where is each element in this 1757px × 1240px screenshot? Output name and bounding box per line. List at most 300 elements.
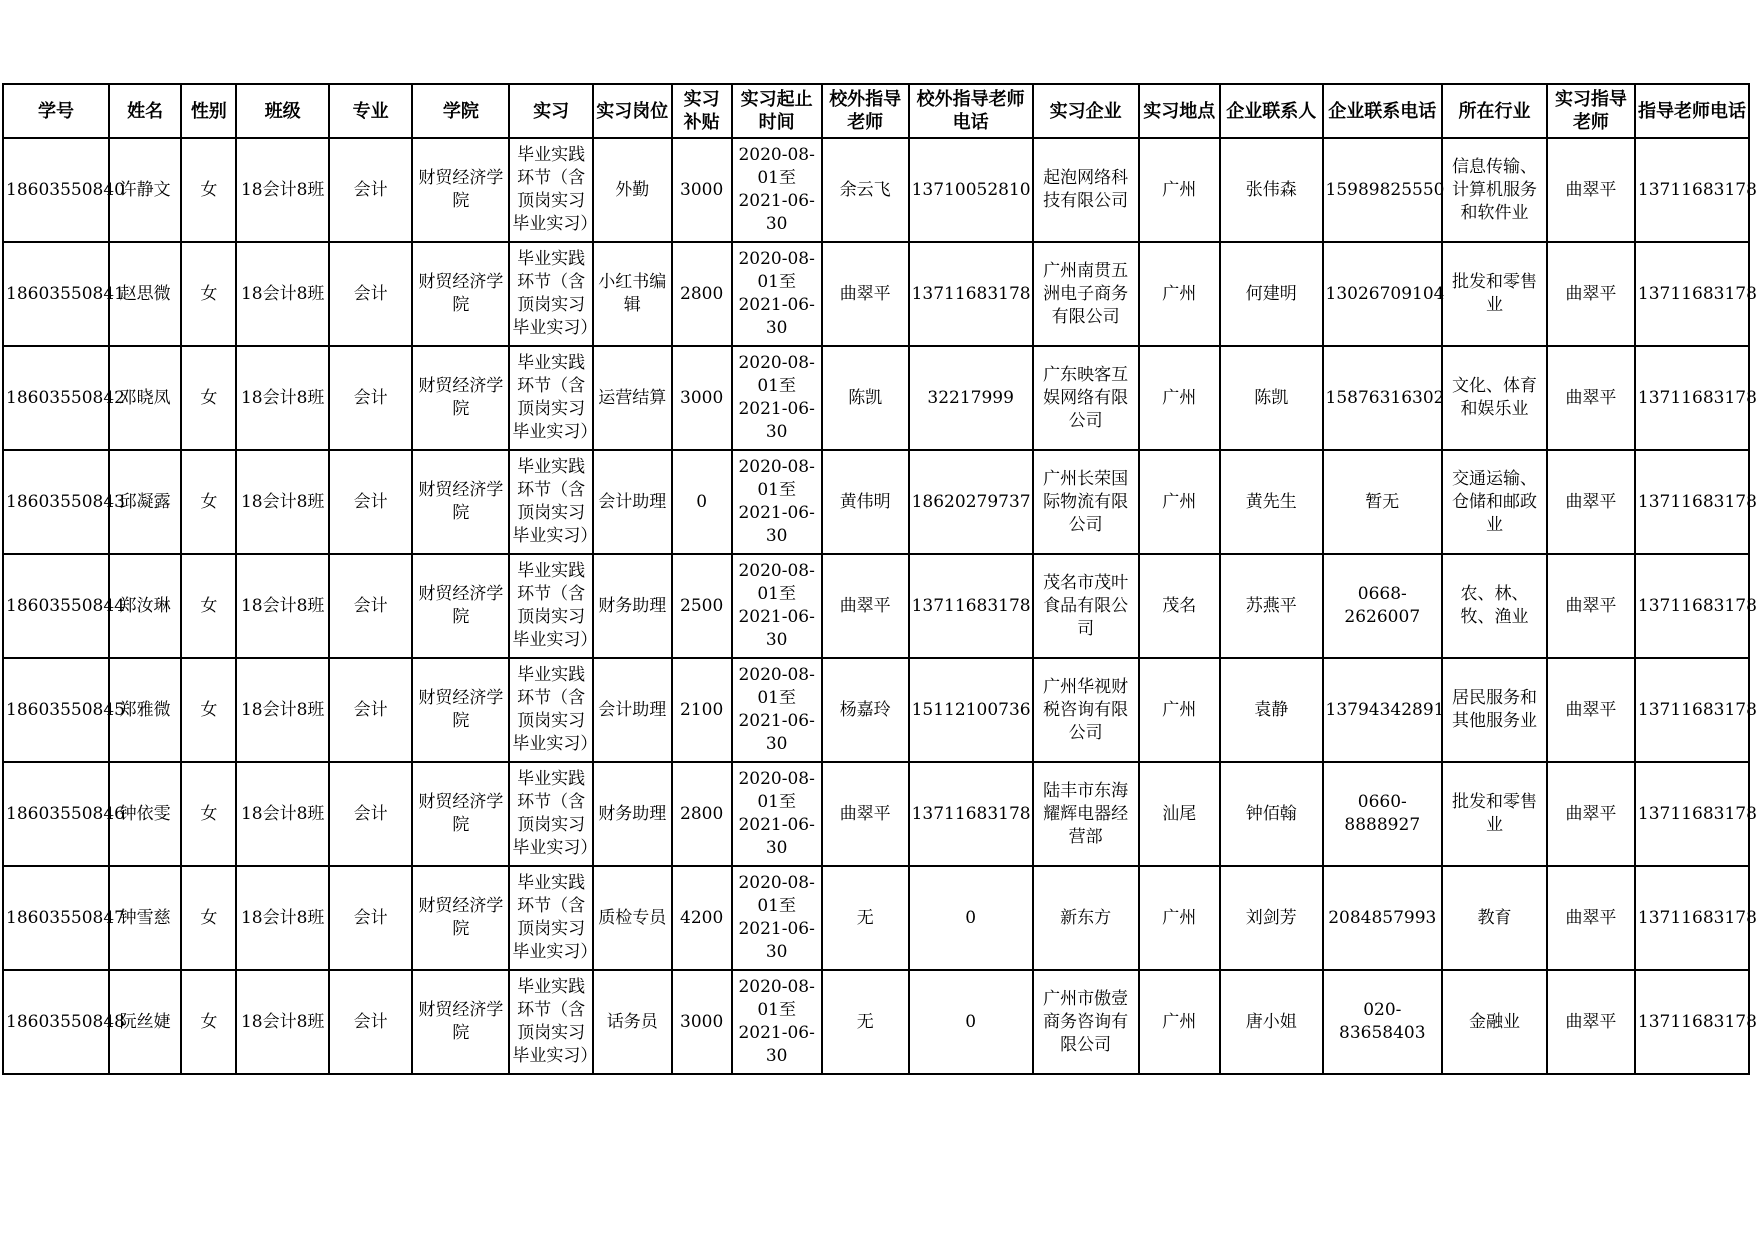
header-company: 实习企业	[1033, 84, 1139, 138]
external-mentor-cell	[822, 450, 909, 554]
name-cell	[109, 242, 181, 346]
industry-cell	[1442, 346, 1547, 450]
period-cell-text: 2020-08-01至2021-06-30	[738, 873, 815, 962]
industry-cell	[1442, 138, 1547, 242]
name-cell	[109, 346, 181, 450]
name-cell-text: 邓晓凤	[119, 387, 171, 408]
gender-cell	[181, 866, 236, 970]
mentor-phone-cell-text: 13711683178	[1637, 1011, 1757, 1032]
gender-cell-text: 女	[200, 491, 218, 512]
company-phone-cell	[1323, 658, 1443, 762]
internship-cell	[509, 970, 598, 1074]
gender-cell	[181, 450, 236, 554]
company-phone-cell	[1323, 450, 1443, 554]
college-cell	[412, 866, 509, 970]
gender-cell	[181, 346, 236, 450]
industry-cell	[1442, 658, 1547, 762]
company-phone-cell	[1323, 762, 1443, 866]
student-id-cell	[3, 970, 125, 1074]
name-cell-text: 许静文	[119, 179, 171, 200]
mentor-cell-text: 曲翠平	[1565, 699, 1617, 720]
industry-cell-text: 交通运输、仓储和邮政业	[1452, 468, 1537, 535]
company-cell	[1033, 970, 1139, 1074]
position-cell-text: 话务员	[606, 1011, 658, 1032]
mentor-phone-cell-text: 13711683178	[1637, 491, 1757, 512]
header-external-mentor: 校外指导老师	[822, 84, 909, 138]
internship-table	[2, 83, 1757, 1075]
mentor-phone-cell	[1635, 138, 1757, 242]
period-cell	[732, 450, 822, 554]
mentor-phone-cell	[1635, 450, 1757, 554]
period-cell	[732, 138, 822, 242]
name-cell	[109, 138, 181, 242]
college-cell	[412, 554, 509, 658]
subsidy-cell	[672, 346, 732, 450]
internship-cell-text: 毕业实践环节（含顶岗实习毕业实习）	[512, 561, 598, 650]
internship-cell	[509, 866, 598, 970]
subsidy-cell-text: 3000	[680, 1011, 724, 1032]
location-cell-text: 广州	[1162, 387, 1197, 408]
company-cell	[1033, 346, 1139, 450]
internship-cell-text: 毕业实践环节（含顶岗实习毕业实习）	[512, 353, 598, 442]
external-mentor-cell	[822, 866, 909, 970]
subsidy-cell	[672, 970, 732, 1074]
external-mentor-cell	[822, 762, 909, 866]
class-cell	[236, 138, 328, 242]
external-mentor-phone-cell-text: 13711683178	[911, 283, 1031, 304]
class-cell-text: 18会计8班	[240, 595, 325, 616]
company-cell-text: 起泡网络科技有限公司	[1043, 168, 1129, 211]
table-row	[3, 658, 1749, 762]
mentor-cell	[1547, 138, 1635, 242]
external-mentor-cell-text: 余云飞	[839, 179, 891, 200]
table-row	[3, 762, 1749, 866]
position-cell-text: 质检专员	[598, 907, 667, 928]
company-phone-cell-text: 2084857993	[1328, 907, 1437, 928]
major-cell-text: 会计	[353, 595, 388, 616]
mentor-cell	[1547, 554, 1635, 658]
mentor-cell	[1547, 970, 1635, 1074]
company-cell	[1033, 866, 1139, 970]
period-cell	[732, 970, 822, 1074]
name-cell-text: 钟雪慈	[119, 907, 171, 928]
location-cell	[1139, 554, 1220, 658]
external-mentor-cell-text: 曲翠平	[839, 283, 891, 304]
industry-cell	[1442, 242, 1547, 346]
college-cell-text: 财贸经济学院	[418, 272, 504, 315]
header-company-contact: 企业联系人	[1220, 84, 1323, 138]
college-cell-text: 财贸经济学院	[418, 480, 504, 523]
internship-cell	[509, 450, 598, 554]
company-contact-cell	[1220, 762, 1323, 866]
location-cell-text: 广州	[1162, 283, 1197, 304]
internship-cell	[509, 762, 598, 866]
mentor-cell-text: 曲翠平	[1565, 595, 1617, 616]
company-cell	[1033, 762, 1139, 866]
position-cell	[593, 242, 672, 346]
industry-cell-text: 文化、体育和娱乐业	[1452, 376, 1537, 419]
external-mentor-phone-cell-text: 15112100736	[911, 699, 1031, 720]
student-id-cell	[3, 866, 125, 970]
external-mentor-cell-text: 杨嘉玲	[839, 699, 891, 720]
gender-cell-text: 女	[200, 387, 218, 408]
header-position: 实习岗位	[593, 84, 672, 138]
gender-cell	[181, 138, 236, 242]
header-student-id: 学号	[3, 84, 109, 138]
company-cell-text: 广州华视财税咨询有限公司	[1043, 676, 1129, 743]
student-id-cell-text: 18603550848	[6, 1011, 125, 1032]
external-mentor-phone-cell	[909, 346, 1033, 450]
table-header	[3, 84, 1749, 138]
mentor-phone-cell	[1635, 242, 1757, 346]
location-cell-text: 广州	[1162, 179, 1197, 200]
header-name: 姓名	[109, 84, 181, 138]
name-cell-text: 阮丝婕	[119, 1011, 171, 1032]
college-cell-text: 财贸经济学院	[418, 792, 504, 835]
external-mentor-phone-cell	[909, 554, 1033, 658]
external-mentor-cell	[822, 658, 909, 762]
period-cell-text: 2020-08-01至2021-06-30	[738, 977, 815, 1066]
header-row	[3, 84, 1749, 138]
company-contact-cell	[1220, 658, 1323, 762]
major-cell	[329, 762, 412, 866]
period-cell	[732, 346, 822, 450]
mentor-phone-cell-text: 13711683178	[1637, 179, 1757, 200]
student-id-cell-text: 18603550843	[6, 491, 125, 512]
company-contact-cell-text: 黄先生	[1245, 491, 1297, 512]
name-cell	[109, 762, 181, 866]
internship-cell-text: 毕业实践环节（含顶岗实习毕业实习）	[512, 977, 598, 1066]
period-cell-text: 2020-08-01至2021-06-30	[738, 249, 815, 338]
company-cell-text: 广东映客互娱网络有限公司	[1043, 364, 1129, 431]
period-cell-text: 2020-08-01至2021-06-30	[738, 561, 815, 650]
company-contact-cell-text: 袁静	[1254, 699, 1289, 720]
header-mentor-phone: 指导老师电话	[1635, 84, 1749, 138]
table-row	[3, 450, 1749, 554]
student-id-cell	[3, 762, 125, 866]
class-cell-text: 18会计8班	[240, 803, 325, 824]
internship-cell	[509, 658, 598, 762]
mentor-cell	[1547, 658, 1635, 762]
external-mentor-phone-cell-text: 13711683178	[911, 595, 1031, 616]
mentor-phone-cell-text: 13711683178	[1637, 387, 1757, 408]
table-body	[3, 138, 1757, 1074]
header-mentor: 实习指导老师	[1547, 84, 1635, 138]
subsidy-cell	[672, 450, 732, 554]
industry-cell-text: 居民服务和其他服务业	[1452, 688, 1537, 731]
major-cell-text: 会计	[353, 283, 388, 304]
header-industry: 所在行业	[1442, 84, 1547, 138]
company-phone-cell	[1323, 970, 1443, 1074]
industry-cell-text: 农、林、牧、渔业	[1460, 584, 1529, 627]
company-contact-cell-text: 唐小姐	[1245, 1011, 1297, 1032]
industry-cell	[1442, 866, 1547, 970]
college-cell	[412, 762, 509, 866]
header-company-phone: 企业联系电话	[1323, 84, 1443, 138]
class-cell-text: 18会计8班	[240, 491, 325, 512]
student-id-cell	[3, 658, 125, 762]
position-cell-text: 小红书编辑	[598, 272, 667, 315]
company-phone-cell	[1323, 138, 1443, 242]
mentor-cell-text: 曲翠平	[1565, 179, 1617, 200]
class-cell	[236, 242, 328, 346]
company-cell-text: 陆丰市东海耀辉电器经营部	[1043, 780, 1129, 847]
mentor-cell	[1547, 242, 1635, 346]
location-cell	[1139, 970, 1220, 1074]
position-cell	[593, 762, 672, 866]
period-cell	[732, 242, 822, 346]
major-cell	[329, 346, 412, 450]
location-cell	[1139, 346, 1220, 450]
location-cell-text: 茂名	[1162, 595, 1197, 616]
external-mentor-phone-cell	[909, 970, 1033, 1074]
location-cell	[1139, 866, 1220, 970]
industry-cell-text: 信息传输、计算机服务和软件业	[1452, 156, 1537, 223]
company-cell	[1033, 242, 1139, 346]
gender-cell	[181, 970, 236, 1074]
period-cell	[732, 658, 822, 762]
period-cell-text: 2020-08-01至2021-06-30	[738, 769, 815, 858]
company-cell	[1033, 450, 1139, 554]
class-cell	[236, 658, 328, 762]
external-mentor-cell	[822, 346, 909, 450]
mentor-cell	[1547, 762, 1635, 866]
external-mentor-cell	[822, 970, 909, 1074]
header-class: 班级	[236, 84, 328, 138]
internship-cell-text: 毕业实践环节（含顶岗实习毕业实习）	[512, 873, 598, 962]
subsidy-cell-text: 2100	[680, 699, 724, 720]
mentor-phone-cell-text: 13711683178	[1637, 283, 1757, 304]
position-cell	[593, 450, 672, 554]
internship-cell	[509, 554, 598, 658]
student-id-cell-text: 18603550846	[6, 803, 125, 824]
external-mentor-phone-cell	[909, 242, 1033, 346]
header-major: 专业	[329, 84, 412, 138]
student-id-cell	[3, 450, 125, 554]
major-cell	[329, 138, 412, 242]
mentor-cell-text: 曲翠平	[1565, 283, 1617, 304]
mentor-cell	[1547, 450, 1635, 554]
company-contact-cell	[1220, 866, 1323, 970]
external-mentor-cell	[822, 138, 909, 242]
student-id-cell	[3, 346, 125, 450]
internship-cell-text: 毕业实践环节（含顶岗实习毕业实习）	[512, 249, 598, 338]
header-period: 实习起止时间	[732, 84, 822, 138]
location-cell	[1139, 658, 1220, 762]
external-mentor-cell-text: 黄伟明	[839, 491, 891, 512]
subsidy-cell	[672, 138, 732, 242]
student-id-cell-text: 18603550840	[6, 179, 125, 200]
company-contact-cell	[1220, 242, 1323, 346]
company-phone-cell-text: 0668-2626007	[1344, 584, 1421, 627]
gender-cell-text: 女	[200, 179, 218, 200]
subsidy-cell	[672, 554, 732, 658]
company-phone-cell	[1323, 866, 1443, 970]
company-phone-cell	[1323, 346, 1443, 450]
class-cell	[236, 346, 328, 450]
company-phone-cell-text: 13026709104	[1325, 283, 1445, 304]
location-cell-text: 广州	[1162, 1011, 1197, 1032]
major-cell-text: 会计	[353, 387, 388, 408]
class-cell-text: 18会计8班	[240, 907, 325, 928]
external-mentor-cell	[822, 554, 909, 658]
college-cell	[412, 242, 509, 346]
company-cell-text: 广州市傲壹商务咨询有限公司	[1043, 988, 1129, 1055]
header-college: 学院	[412, 84, 509, 138]
table-row	[3, 242, 1749, 346]
class-cell-text: 18会计8班	[240, 387, 325, 408]
location-cell-text: 广州	[1162, 491, 1197, 512]
name-cell	[109, 554, 181, 658]
gender-cell-text: 女	[200, 907, 218, 928]
subsidy-cell	[672, 242, 732, 346]
name-cell	[109, 970, 181, 1074]
college-cell-text: 财贸经济学院	[418, 168, 504, 211]
company-contact-cell-text: 陈凯	[1254, 387, 1289, 408]
gender-cell-text: 女	[200, 283, 218, 304]
college-cell	[412, 450, 509, 554]
header-subsidy: 实习补贴	[672, 84, 732, 138]
company-contact-cell	[1220, 970, 1323, 1074]
table-row	[3, 970, 1749, 1074]
major-cell	[329, 242, 412, 346]
name-cell-text: 郑雅微	[119, 699, 171, 720]
college-cell	[412, 970, 509, 1074]
mentor-phone-cell	[1635, 762, 1757, 866]
table-row	[3, 346, 1749, 450]
internship-cell	[509, 346, 598, 450]
name-cell	[109, 866, 181, 970]
company-phone-cell-text: 15876316302	[1325, 387, 1445, 408]
company-contact-cell-text: 张伟森	[1245, 179, 1297, 200]
student-id-cell-text: 18603550844	[6, 595, 125, 616]
company-contact-cell	[1220, 346, 1323, 450]
table-row	[3, 138, 1749, 242]
header-location: 实习地点	[1139, 84, 1220, 138]
external-mentor-phone-cell	[909, 138, 1033, 242]
external-mentor-cell-text: 陈凯	[848, 387, 883, 408]
table-row	[3, 554, 1749, 658]
class-cell-text: 18会计8班	[240, 283, 325, 304]
position-cell	[593, 554, 672, 658]
position-cell-text: 外勤	[615, 179, 650, 200]
mentor-phone-cell-text: 13711683178	[1637, 907, 1757, 928]
external-mentor-phone-cell-text: 0	[965, 907, 977, 928]
location-cell-text: 汕尾	[1162, 803, 1197, 824]
external-mentor-phone-cell-text: 18620279737	[911, 491, 1031, 512]
external-mentor-cell-text: 无	[856, 1011, 874, 1032]
major-cell	[329, 866, 412, 970]
major-cell	[329, 970, 412, 1074]
class-cell	[236, 970, 328, 1074]
name-cell-text: 郑汝琳	[119, 595, 171, 616]
student-id-cell-text: 18603550842	[6, 387, 125, 408]
company-contact-cell-text: 何建明	[1245, 283, 1297, 304]
subsidy-cell-text: 3000	[680, 387, 724, 408]
name-cell	[109, 658, 181, 762]
subsidy-cell-text: 2800	[680, 803, 724, 824]
major-cell-text: 会计	[353, 699, 388, 720]
company-cell	[1033, 658, 1139, 762]
gender-cell	[181, 658, 236, 762]
company-cell	[1033, 554, 1139, 658]
period-cell	[732, 762, 822, 866]
period-cell-text: 2020-08-01至2021-06-30	[738, 145, 815, 234]
period-cell	[732, 866, 822, 970]
table-row	[3, 866, 1749, 970]
class-cell-text: 18会计8班	[240, 1011, 325, 1032]
company-cell-text: 广州南贯五洲电子商务有限公司	[1043, 260, 1129, 327]
mentor-phone-cell-text: 13711683178	[1637, 699, 1757, 720]
mentor-phone-cell-text: 13711683178	[1637, 803, 1757, 824]
company-phone-cell-text: 暂无	[1365, 491, 1400, 512]
period-cell-text: 2020-08-01至2021-06-30	[738, 353, 815, 442]
position-cell-text: 会计助理	[598, 491, 667, 512]
industry-cell-text: 教育	[1477, 907, 1512, 928]
company-cell-text: 茂名市茂叶食品有限公司	[1043, 572, 1129, 639]
name-cell-text: 钟依雯	[119, 803, 171, 824]
external-mentor-phone-cell	[909, 762, 1033, 866]
class-cell-text: 18会计8班	[240, 699, 325, 720]
mentor-phone-cell-text: 13711683178	[1637, 595, 1757, 616]
company-cell-text: 新东方	[1060, 907, 1112, 928]
mentor-cell-text: 曲翠平	[1565, 803, 1617, 824]
internship-cell-text: 毕业实践环节（含顶岗实习毕业实习）	[512, 145, 598, 234]
location-cell	[1139, 138, 1220, 242]
internship-cell-text: 毕业实践环节（含顶岗实习毕业实习）	[512, 457, 598, 546]
college-cell-text: 财贸经济学院	[418, 376, 504, 419]
external-mentor-cell-text: 无	[856, 907, 874, 928]
company-phone-cell-text: 13794342891	[1325, 699, 1445, 720]
company-contact-cell	[1220, 450, 1323, 554]
gender-cell-text: 女	[200, 1011, 218, 1032]
external-mentor-phone-cell-text: 13710052810	[911, 179, 1031, 200]
student-id-cell-text: 18603550845	[6, 699, 125, 720]
major-cell	[329, 658, 412, 762]
industry-cell	[1442, 450, 1547, 554]
subsidy-cell-text: 2800	[680, 283, 724, 304]
company-cell	[1033, 138, 1139, 242]
mentor-cell	[1547, 866, 1635, 970]
mentor-cell-text: 曲翠平	[1565, 1011, 1617, 1032]
industry-cell	[1442, 762, 1547, 866]
company-contact-cell-text: 刘剑芳	[1245, 907, 1297, 928]
gender-cell-text: 女	[200, 699, 218, 720]
position-cell	[593, 866, 672, 970]
period-cell-text: 2020-08-01至2021-06-30	[738, 665, 815, 754]
college-cell-text: 财贸经济学院	[418, 896, 504, 939]
student-id-cell-text: 18603550841	[6, 283, 125, 304]
class-cell	[236, 762, 328, 866]
major-cell	[329, 554, 412, 658]
major-cell-text: 会计	[353, 491, 388, 512]
mentor-phone-cell	[1635, 346, 1757, 450]
name-cell	[109, 450, 181, 554]
company-phone-cell	[1323, 554, 1443, 658]
company-contact-cell	[1220, 138, 1323, 242]
college-cell	[412, 346, 509, 450]
external-mentor-phone-cell-text: 32217999	[927, 387, 1014, 408]
gender-cell	[181, 242, 236, 346]
header-internship: 实习	[509, 84, 592, 138]
mentor-phone-cell	[1635, 658, 1757, 762]
external-mentor-phone-cell-text: 13711683178	[911, 803, 1031, 824]
student-id-cell	[3, 138, 125, 242]
industry-cell-text: 金融业	[1469, 1011, 1520, 1032]
position-cell	[593, 970, 672, 1074]
company-phone-cell-text: 020-83658403	[1339, 1000, 1426, 1043]
class-cell	[236, 554, 328, 658]
